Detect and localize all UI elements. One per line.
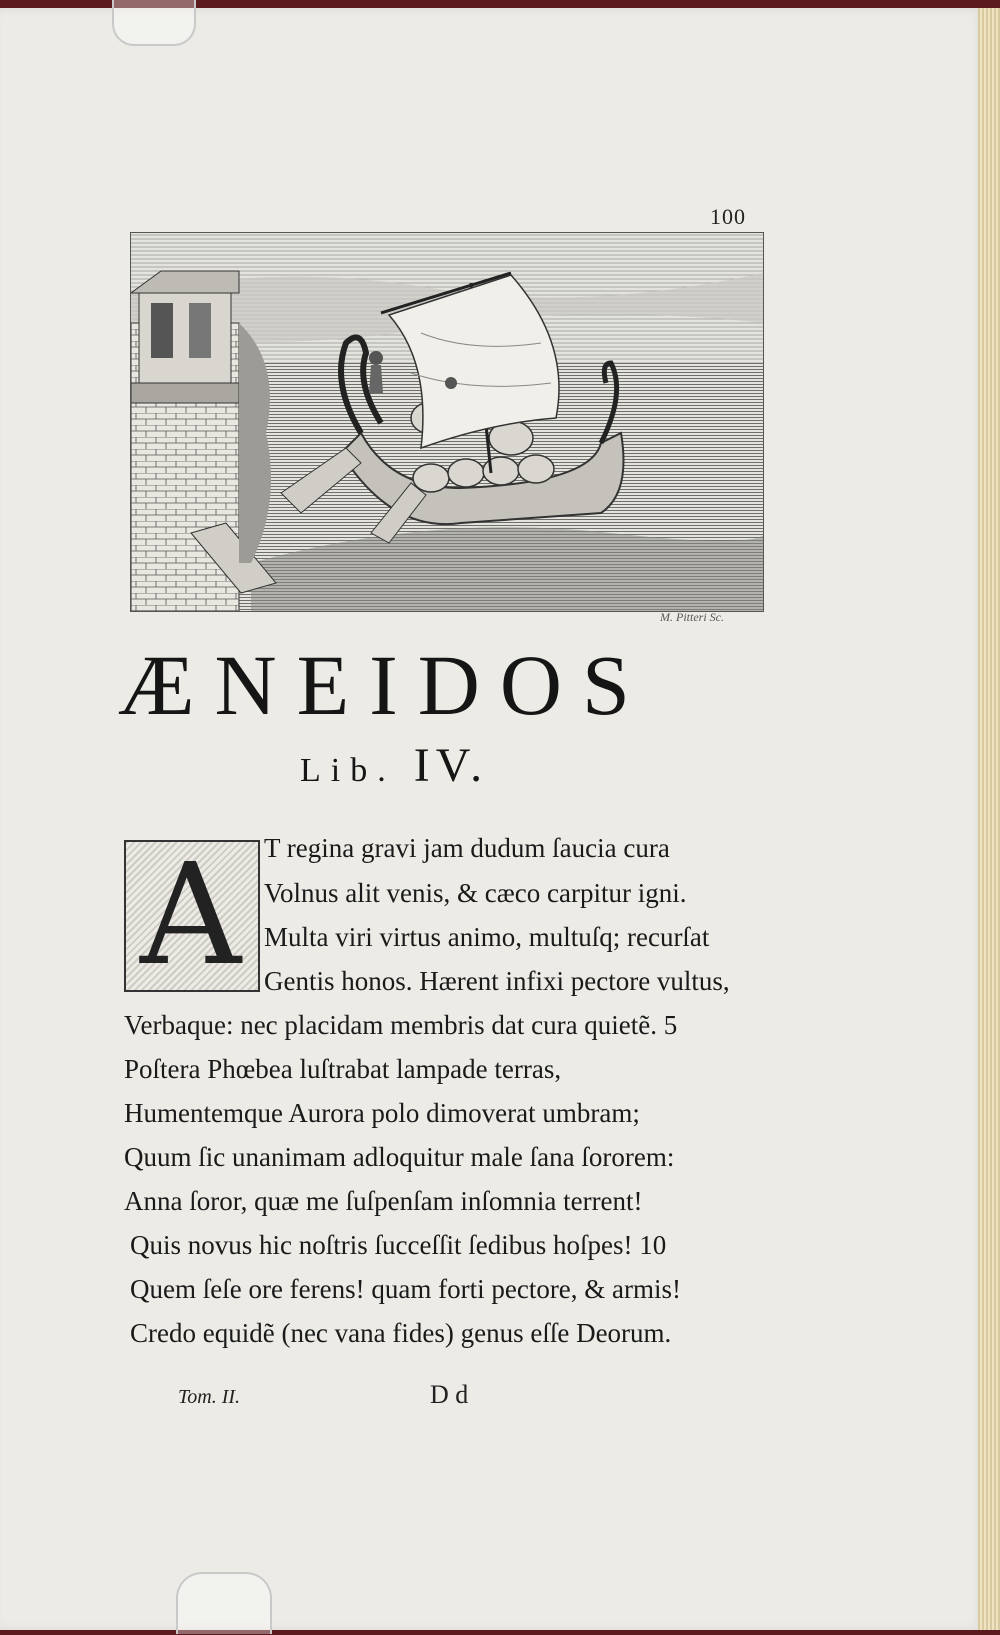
page-number: 100 bbox=[710, 204, 746, 229]
verse-line: Gentis honos. Hærent infixi pectore vultus, bbox=[264, 966, 730, 996]
engraver-signature: M. Pitteri Sc. bbox=[660, 610, 724, 624]
signature-mark: D d bbox=[430, 1380, 469, 1409]
verse-line: Poſtera Phœbea luſtrabat lampade terras, bbox=[124, 1054, 562, 1084]
ship-engraving bbox=[130, 232, 764, 612]
page-edge bbox=[978, 8, 1000, 1630]
book-title: ÆNEIDOS bbox=[118, 637, 650, 733]
page-clip-top bbox=[112, 0, 196, 46]
verse-line: Quem ſeſe ore ferens! quam forti pectore, & armis! bbox=[130, 1274, 682, 1304]
verse-line: Quum ſic unanimam adloquitur male ſana ſororem: bbox=[124, 1142, 675, 1172]
lib-label: Lib. bbox=[300, 752, 396, 789]
lib-numeral: IV. bbox=[413, 739, 489, 792]
verse-line: Verbaque: nec placidam membris dat cura quietẽ. 5 bbox=[124, 1010, 678, 1040]
volume-mark: Tom. II. bbox=[178, 1386, 241, 1408]
verse-line: Multa viri virtus animo, multuſq; recurſat bbox=[264, 922, 710, 952]
initial-letter: A bbox=[140, 834, 242, 997]
verse-line: T regina gravi jam dudum ſaucia cura bbox=[264, 833, 670, 863]
verse-line: Volnus alit venis, & cæco carpitur igni. bbox=[264, 878, 687, 908]
decorated-initial bbox=[124, 834, 260, 997]
verse-line: Humentemque Aurora polo dimoverat umbram; bbox=[124, 1098, 640, 1128]
verse-line: Quis novus hic noſtris ſucceſſit ſedibus hoſpes! 10 bbox=[130, 1230, 667, 1260]
verse-line: Credo equidẽ (nec vana fides) genus eſſe Deorum. bbox=[130, 1318, 672, 1348]
verse-line: Anna ſoror, quæ me ſuſpenſam inſomnia terrent! bbox=[124, 1186, 643, 1216]
book-number bbox=[300, 738, 488, 793]
page-clip-bottom bbox=[176, 1572, 272, 1634]
